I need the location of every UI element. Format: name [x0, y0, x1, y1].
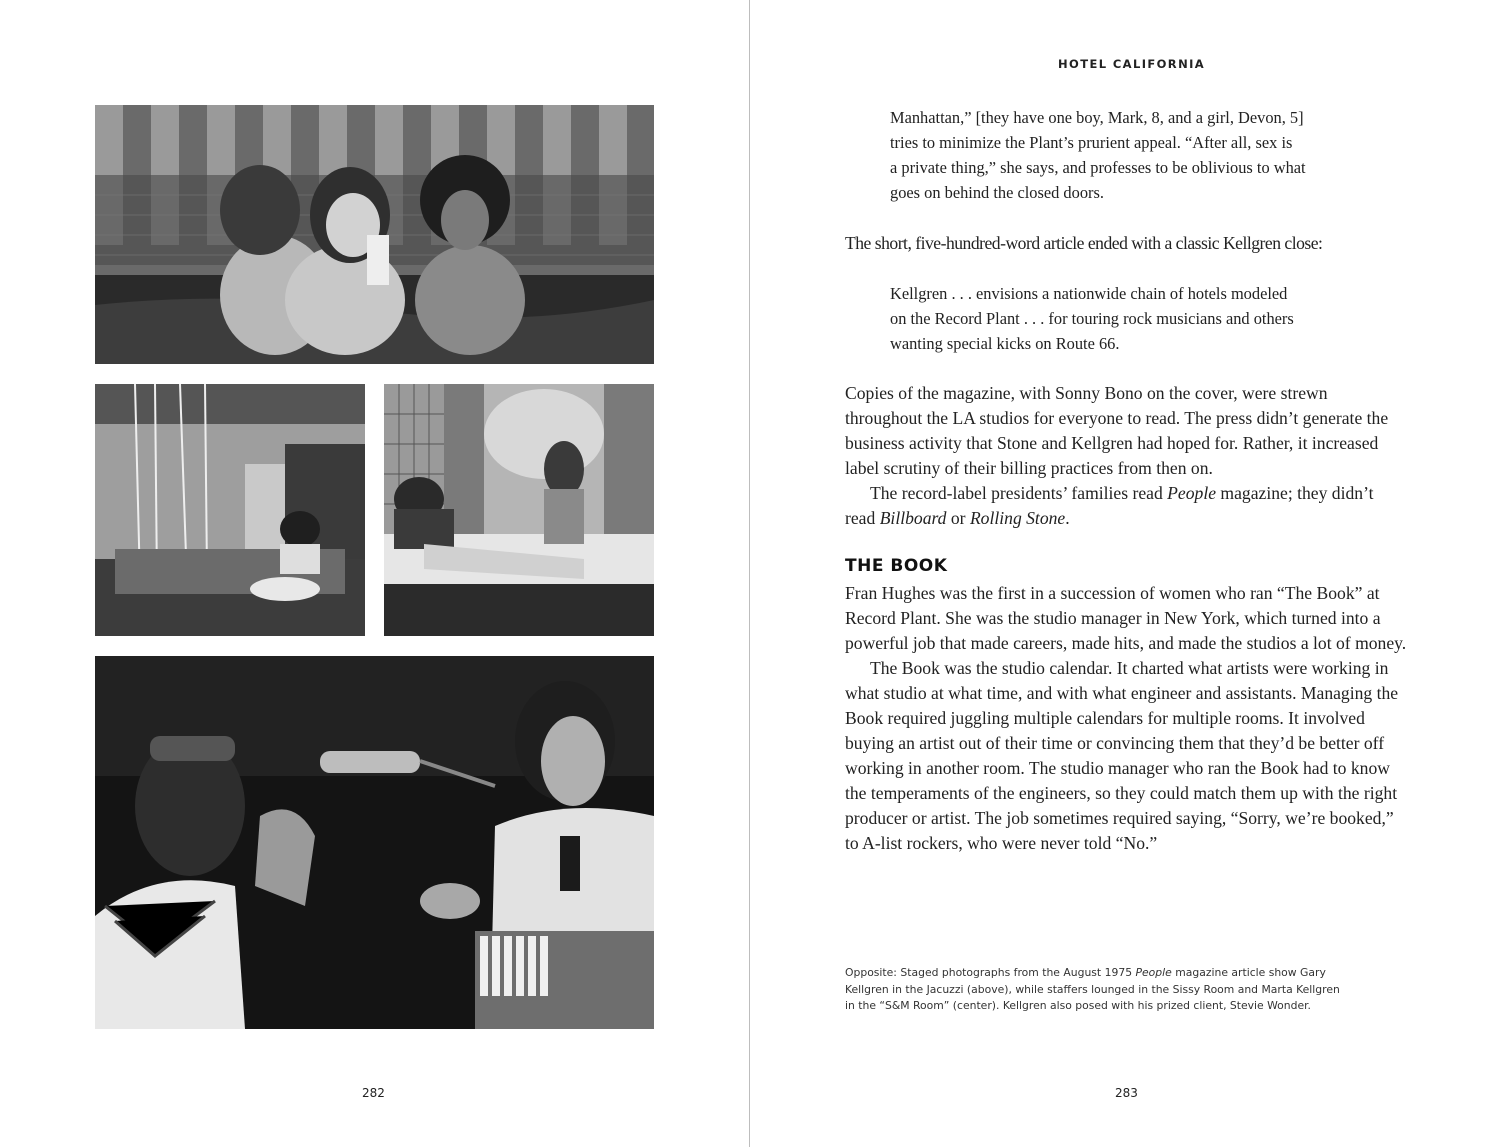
quote-line: Manhattan,” [they have one boy, Mark, 8, and a girl, Devon, 5] [890, 108, 1304, 127]
section-heading: THE BOOK [845, 556, 948, 576]
italic-title: Rolling Stone [969, 508, 1066, 528]
block-quote-1 [890, 105, 1390, 205]
jacuzzi-photo [95, 105, 654, 364]
text-run: The record-label presidents’ families read [870, 483, 1168, 503]
paragraph: Fran Hughes was the first in a succession of women who ran “The Book” at Record Plant. She was the studio manager in New York, which turned into a powerful job that made careers, made hits, and made the studios a lot of money. [845, 583, 1407, 653]
paragraph: The short, five-hundred-word article ended with a classic Kellgren close: [845, 233, 1323, 253]
quote-line: goes on behind the closed doors. [890, 183, 1104, 202]
paragraph [845, 481, 1407, 531]
italic-title: Billboard [879, 508, 947, 528]
text-run: or [946, 508, 970, 528]
running-head: HOTEL CALIFORNIA [1058, 57, 1206, 71]
paragraph-block-1 [845, 381, 1407, 531]
block-quote-2 [890, 281, 1390, 356]
caption-text: Opposite: Staged photographs from the August 1975 [845, 966, 1136, 979]
page-number-right: 283 [1115, 1086, 1138, 1100]
quote-line: Kellgren . . . envisions a nationwide chain of hotels modeled [890, 284, 1288, 303]
caption-text: magazine article show Gary Kellgren in the Jacuzzi (above), while staffers lounged in the Sissy Room and Marta Kellgren in the “S&M Room” (center). Kellgren also posed with his prized client, Stevie Wonder. [845, 966, 1340, 1012]
text-run: . [1065, 508, 1070, 528]
italic-title: People [1167, 483, 1217, 503]
caption-italic: People [1135, 966, 1172, 979]
quote-line: tries to minimize the Plant’s prurient appeal. “After all, sex is [890, 133, 1293, 152]
bedroom-photo [95, 384, 365, 636]
page-number-left: 282 [362, 1086, 385, 1100]
paragraph: The Book was the studio calendar. It charted what artists were working in what studio at what time, and with what engineer and assistants. Managing the Book required juggling multiple calendars for multiple rooms. It involved buying an artist out of their time or convincing them that they’d be better off working in another room. The studio manager who ran the Book had to know the temperaments of the engineers, so they could match them up with the right producer or artist. The job sometimes required saying, “Sorry, we’re booked,” to A-list rockers, who were never told “No.” [845, 658, 1399, 853]
sissy-room-photo [384, 384, 654, 636]
studio-piano-photo [95, 656, 654, 1029]
paragraph-block-2 [845, 581, 1407, 856]
photo-caption [845, 965, 1345, 1015]
paragraph: Copies of the magazine, with Sonny Bono on the cover, were strewn throughout the LA studios for everyone to read. The press didn’t generate the business activity that Stone and Kellgren had hoped for. Rather, it increased label scrutiny of their billing practices from then on. [845, 383, 1389, 478]
quote-line: wanting special kicks on Route 66. [890, 334, 1120, 353]
text-run: magazine; they didn’t read [845, 483, 1374, 528]
quote-line: on the Record Plant . . . for touring rock musicians and others [890, 309, 1294, 328]
quote-line: a private thing,” she says, and professes to be oblivious to what [890, 158, 1306, 177]
